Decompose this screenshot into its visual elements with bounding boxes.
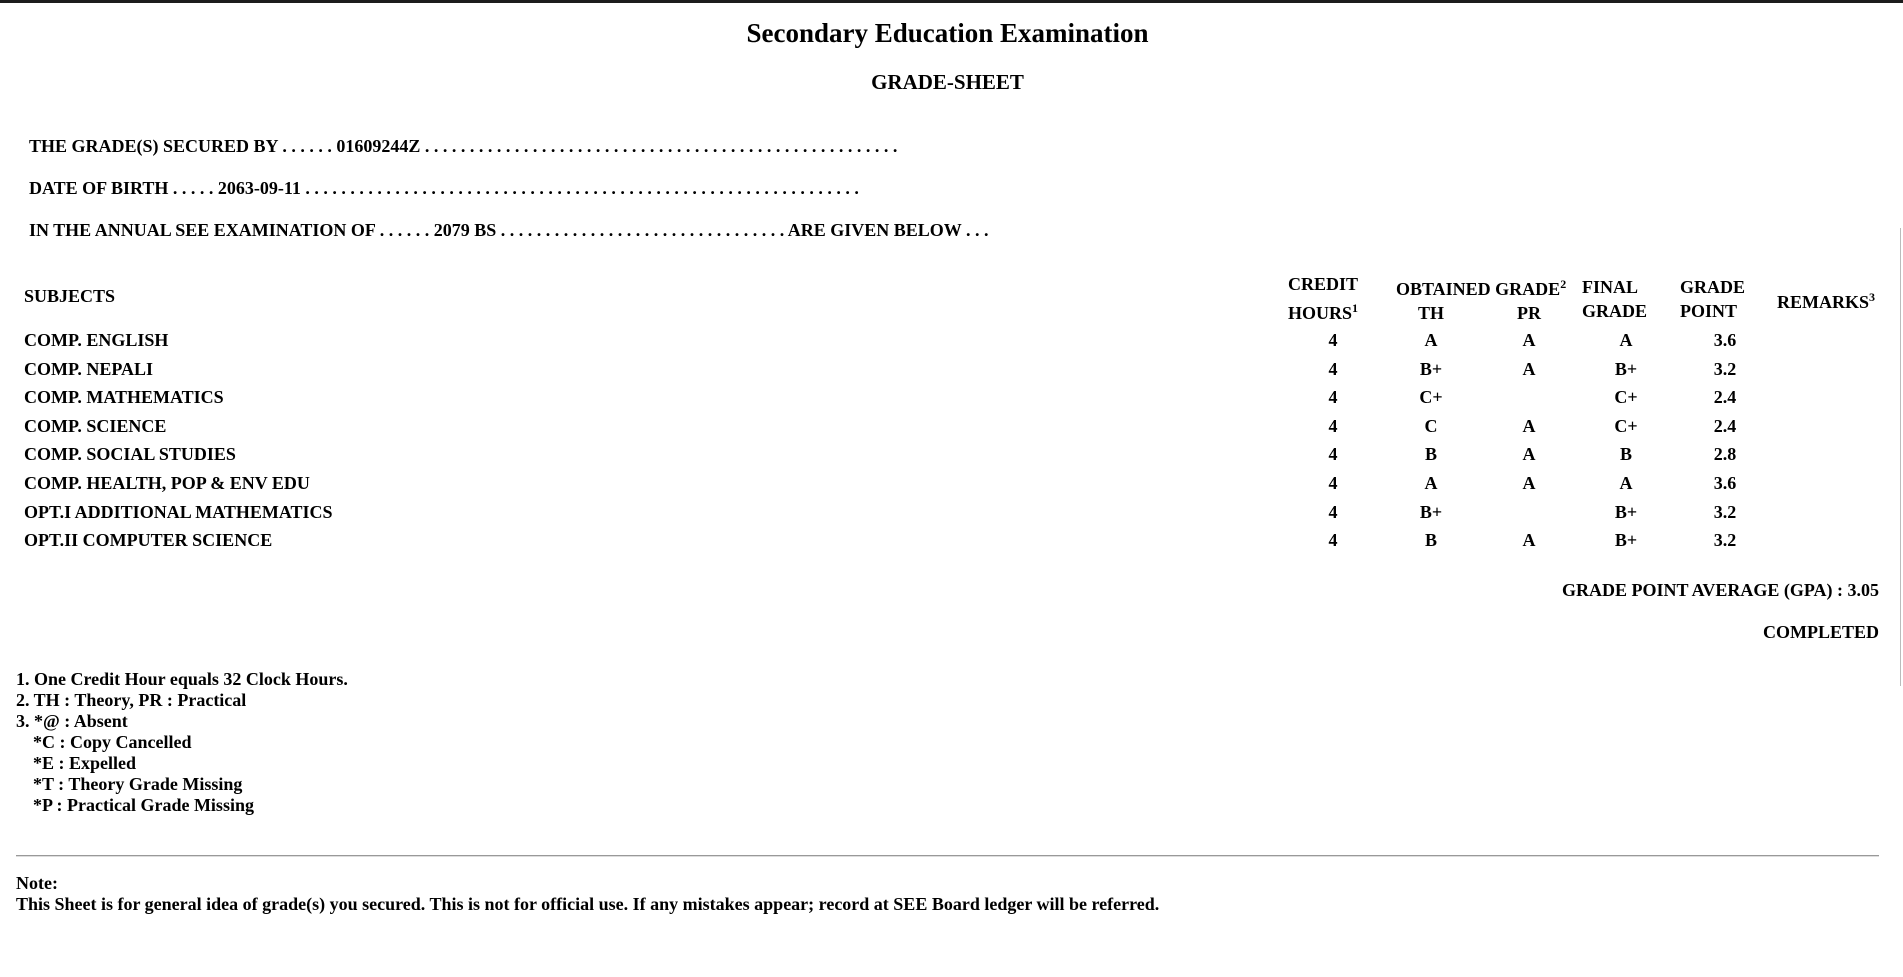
header-obtained (1396, 272, 1566, 301)
gpa: GRADE POINT AVERAGE (GPA) : 3.05 (1561, 580, 1879, 600)
footnote-ref: 3 (1869, 290, 1876, 304)
cell-pr: A (1522, 358, 1536, 379)
cell-final: B+ (1614, 501, 1638, 522)
cell-credit: 4 (1328, 473, 1338, 493)
footnote: 2. TH : Theory, PR : Practical (16, 690, 247, 710)
dob-line: DATE OF BIRTH . . . . . 2063-09-11 . . . . . . . . . . . . . . . . . . . . . . . . . . . . . . . . . . . . . . . . . . . . . . . . . . . . . . . . . . . . . . (29, 178, 859, 198)
cell-credit: 4 (1328, 501, 1338, 522)
cell-gp: 2.4 (1713, 415, 1737, 436)
header-final-line1: FINAL (1582, 277, 1639, 297)
note-text: This Sheet is for general idea of grade(s) you secured. This is not for official use. If any mistakes appear; record at SEE Board ledger will be referred. (16, 894, 1160, 914)
cell-gp: 3.2 (1713, 530, 1737, 551)
cell-final: C+ (1614, 415, 1638, 436)
subject-name: COMP. MATHEMATICS (24, 387, 224, 408)
header-remarks (1777, 285, 1875, 314)
cell-pr: A (1522, 530, 1536, 551)
cell-th: B+ (1419, 501, 1443, 522)
footnote: *P : Practical Grade Missing (33, 795, 254, 815)
result-status: COMPLETED (1762, 622, 1879, 642)
scrollbar-edge (1900, 228, 1901, 686)
cell-credit: 4 (1328, 444, 1338, 465)
cell-th: B+ (1419, 358, 1443, 379)
cell-gp: 2.8 (1713, 444, 1737, 465)
note-label: Note: (16, 873, 58, 893)
cell-final: A (1619, 473, 1633, 493)
cell-final: B+ (1614, 358, 1638, 379)
footnote: *E : Expelled (33, 753, 137, 773)
cell-th: C+ (1419, 387, 1443, 408)
divider (16, 855, 1879, 857)
subject-name: OPT.I ADDITIONAL MATHEMATICS (24, 501, 333, 522)
cell-gp: 2.4 (1713, 387, 1737, 408)
header-credit-line2: HOURS (1288, 303, 1353, 323)
footnote: 3. *@ : Absent (16, 711, 128, 731)
cell-gp: 3.6 (1713, 330, 1737, 350)
footnote-ref: 1 (1352, 301, 1359, 315)
cell-final: B+ (1614, 530, 1638, 551)
top-border (0, 0, 1903, 3)
exam-line: IN THE ANNUAL SEE EXAMINATION OF . . . . . . 2079 BS . . . . . . . . . . . . . . . . . . . . . . . . . . . . . . . . ARE GIVEN BELOW . . . (29, 220, 989, 240)
page-title: Secondary Education Examination (746, 18, 1149, 48)
header-final (1582, 275, 1647, 323)
secured-by-line: THE GRADE(S) SECURED BY . . . . . . 01609244Z . . . . . . . . . . . . . . . . . . . . . . . . . . . . . . . . . . . . . . . . . . . . . . . . . . . . . (29, 136, 898, 156)
subject-name: COMP. NEPALI (24, 358, 154, 379)
cell-th: A (1424, 473, 1438, 493)
cell-credit: 4 (1328, 530, 1338, 551)
subject-name: COMP. HEALTH, POP & ENV EDU (24, 473, 310, 493)
cell-final: C+ (1614, 387, 1638, 408)
cell-final: A (1619, 330, 1633, 350)
cell-credit: 4 (1328, 358, 1338, 379)
footnote: 1. One Credit Hour equals 32 Clock Hours. (16, 669, 348, 689)
cell-final: B (1619, 444, 1632, 465)
cell-th: A (1424, 330, 1438, 350)
cell-pr: A (1522, 330, 1536, 350)
header-grade-point (1680, 275, 1745, 323)
header-credit-line1: CREDIT (1288, 274, 1359, 294)
cell-pr: A (1522, 444, 1536, 465)
cell-th: B (1424, 444, 1437, 465)
cell-th: C (1424, 415, 1438, 436)
header-subjects: SUBJECTS (24, 286, 116, 306)
subject-name: OPT.II COMPUTER SCIENCE (24, 530, 273, 551)
page-subtitle: GRADE-SHEET (871, 70, 1024, 94)
subject-name: COMP. SOCIAL STUDIES (24, 444, 236, 465)
subject-name: COMP. SCIENCE (24, 415, 167, 436)
header-final-line2: GRADE (1582, 301, 1648, 321)
cell-pr: A (1522, 415, 1536, 436)
header-gp-line1: GRADE (1680, 277, 1746, 297)
footnote: *T : Theory Grade Missing (33, 774, 243, 794)
header-gp-line2: POINT (1680, 301, 1738, 321)
header-remarks-label: REMARKS (1777, 292, 1870, 312)
cell-gp: 3.6 (1713, 473, 1737, 493)
footnote-ref: 2 (1560, 277, 1567, 291)
header-obtained-label: OBTAINED GRADE (1396, 279, 1561, 299)
header-credit (1288, 272, 1358, 325)
footnote: *C : Copy Cancelled (33, 732, 192, 752)
cell-gp: 3.2 (1713, 501, 1737, 522)
cell-credit: 4 (1328, 387, 1338, 408)
cell-th: B (1424, 530, 1437, 551)
header-th: TH (1417, 303, 1444, 323)
subject-name: COMP. ENGLISH (24, 330, 169, 350)
cell-credit: 4 (1328, 330, 1338, 350)
cell-gp: 3.2 (1713, 358, 1737, 379)
header-pr: PR (1517, 303, 1541, 323)
cell-pr: A (1522, 473, 1536, 493)
cell-credit: 4 (1328, 415, 1338, 436)
